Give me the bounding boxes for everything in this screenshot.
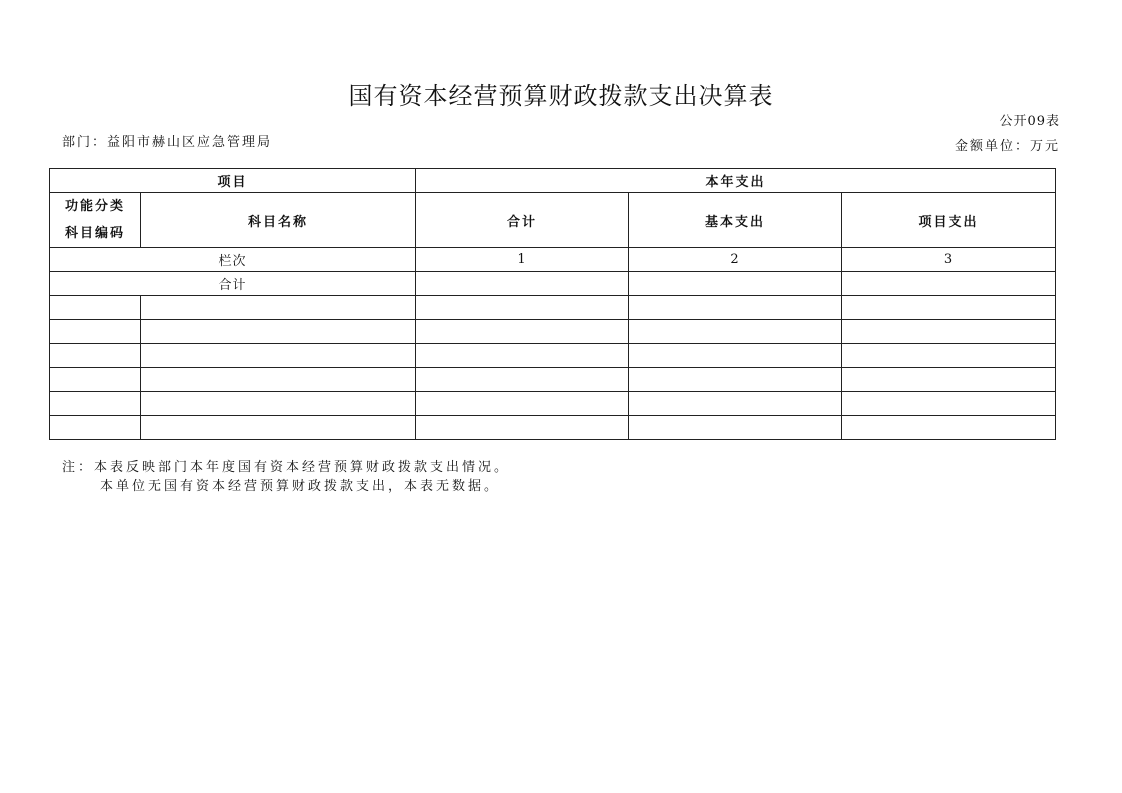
table-row (50, 416, 1056, 440)
project-expense-cell (842, 416, 1056, 440)
total-row-total (416, 272, 629, 296)
basic-expense-cell (629, 416, 842, 440)
total-row-project (842, 272, 1056, 296)
total-row-basic (629, 272, 842, 296)
project-expense-cell (842, 296, 1056, 320)
footnote (62, 458, 510, 496)
total-row-label: 合计 (50, 272, 416, 296)
header-function-code-line2: 科目编码 (64, 226, 125, 241)
total-cell (416, 296, 629, 320)
header-project-expense: 项目支出 (842, 193, 1056, 248)
department-label: 部门：益阳市赫山区应急管理局 (62, 135, 273, 150)
project-expense-cell (842, 320, 1056, 344)
table-row (50, 296, 1056, 320)
table-row (50, 392, 1056, 416)
header-expense-group: 本年支出 (416, 169, 1056, 193)
total-cell (416, 320, 629, 344)
header-item-group: 项目 (50, 169, 416, 193)
header-basic-expense: 基本支出 (629, 193, 842, 248)
subject-name-cell (141, 392, 416, 416)
subject-name-cell (141, 344, 416, 368)
subject-name-cell (141, 296, 416, 320)
basic-expense-cell (629, 296, 842, 320)
subject-name-cell (141, 368, 416, 392)
header-column-row (50, 193, 1056, 248)
footnote-line-1: 注：本表反映部门本年度国有资本经营预算财政拨款支出情况。 (62, 460, 511, 475)
page-title: 国有资本经营预算财政拨款支出决算表 (348, 82, 774, 110)
total-cell (416, 416, 629, 440)
header-function-code (50, 193, 141, 248)
function-code-cell (50, 344, 141, 368)
column-index-row (50, 248, 1056, 272)
function-code-cell (50, 368, 141, 392)
expenditure-table (49, 168, 1056, 440)
project-expense-cell (842, 392, 1056, 416)
header-subject-name: 科目名称 (141, 193, 416, 248)
amount-unit-label: 金额单位：万元 (954, 139, 1060, 154)
subject-name-cell (141, 320, 416, 344)
table-row (50, 344, 1056, 368)
function-code-cell (50, 416, 141, 440)
total-cell (416, 344, 629, 368)
column-index-3: 3 (842, 248, 1056, 272)
header-group-row (50, 169, 1056, 193)
table-row (50, 320, 1056, 344)
column-index-label: 栏次 (50, 248, 416, 272)
basic-expense-cell (629, 368, 842, 392)
basic-expense-cell (629, 392, 842, 416)
column-index-1: 1 (416, 248, 629, 272)
total-row (50, 272, 1056, 296)
project-expense-cell (842, 344, 1056, 368)
basic-expense-cell (629, 320, 842, 344)
function-code-cell (50, 320, 141, 344)
total-cell (416, 368, 629, 392)
function-code-cell (50, 392, 141, 416)
header-function-code-line1: 功能分类 (64, 199, 125, 214)
table-row (50, 368, 1056, 392)
function-code-cell (50, 296, 141, 320)
basic-expense-cell (629, 344, 842, 368)
project-expense-cell (842, 368, 1056, 392)
header-total: 合计 (416, 193, 629, 248)
footnote-line-2: 本单位无国有资本经营预算财政拨款支出，本表无数据。 (100, 479, 501, 494)
subject-name-cell (141, 416, 416, 440)
form-number: 公开09表 (999, 114, 1060, 129)
total-cell (416, 392, 629, 416)
column-index-2: 2 (629, 248, 842, 272)
